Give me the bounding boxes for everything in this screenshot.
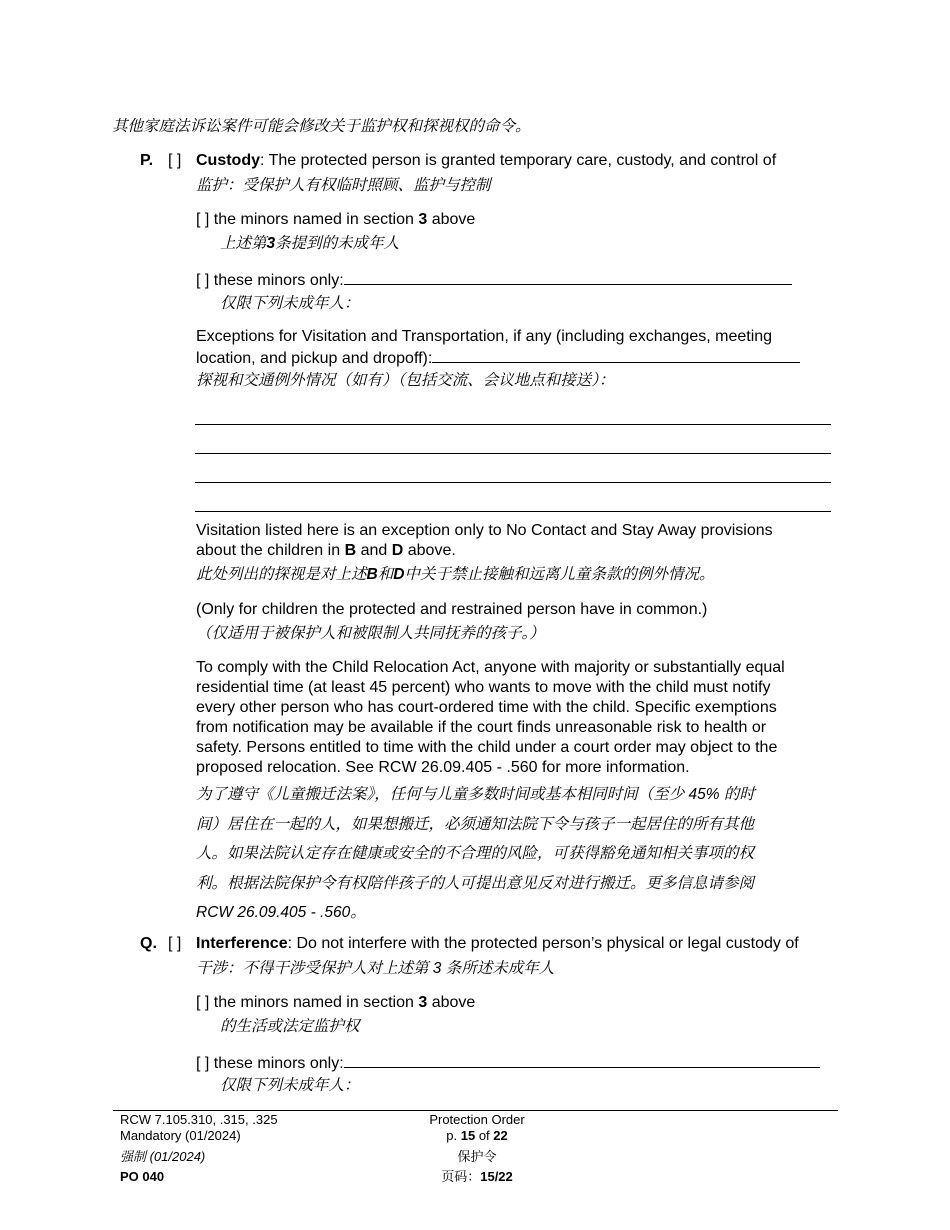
footer-center bbox=[377, 1112, 577, 1185]
exceptions-blank-line-4[interactable] bbox=[195, 511, 831, 512]
footer-title: Protection Order bbox=[429, 1112, 525, 1127]
p-option-these-minors-checkbox[interactable]: [ ] bbox=[196, 272, 210, 289]
section-q-heading: Interference: Do not interfere with the protected person’s physical or legal custody of bbox=[196, 935, 799, 952]
q-option-section3-zh: 的生活或法定监护权 bbox=[220, 1018, 360, 1035]
p-option-section3-checkbox[interactable]: [ ] bbox=[196, 211, 210, 228]
common-children-note: (Only for children the protected and restrained person have in common.) bbox=[196, 601, 708, 618]
common-children-note-zh: （仅适用于被保护人和被限制人共同抚养的孩子。） bbox=[196, 625, 545, 642]
exceptions-line1: Exceptions for Visitation and Transportation, if any (including exchanges, meeting bbox=[196, 328, 773, 345]
footer-mandatory-zh: 强制 (01/2024) bbox=[120, 1149, 206, 1164]
footer-mandatory: Mandatory (01/2024) bbox=[120, 1128, 241, 1143]
section-q-checkbox[interactable]: [ ] bbox=[168, 935, 182, 952]
q-option-these-minors: [ ] these minors only: bbox=[196, 1052, 820, 1074]
section-q-letter: Q. bbox=[140, 935, 157, 952]
q-option-these-minors-checkbox[interactable]: [ ] bbox=[196, 1055, 210, 1072]
footer-page: p. 15 of 22 bbox=[446, 1128, 508, 1143]
exceptions-fill-line[interactable] bbox=[432, 347, 800, 363]
exceptions-blank-line-3[interactable] bbox=[195, 482, 831, 483]
exceptions-line2: location, and pickup and dropoff): bbox=[196, 347, 800, 369]
relocation-paragraph: To comply with the Child Relocation Act, anyone with majority or substantially equal residential time (at least 45 percent) who wants to move with the child must notify every other person who has court-ordered time with the child. Specific exemptions from notification may be available if the court finds unreasonable risk to health or safety. Persons entitled to time with the child under a court order may object to the proposed relocation. See RCW 26.09.405 - .560 for more information. bbox=[196, 659, 785, 776]
exceptions-blank-line-2[interactable] bbox=[195, 453, 831, 454]
q-option-section3-checkbox[interactable]: [ ] bbox=[196, 994, 210, 1011]
p-option-these-minors-zh: 仅限下列未成年人： bbox=[220, 295, 360, 312]
section-p-checkbox[interactable]: [ ] bbox=[168, 152, 182, 169]
q-option-section3: [ ] the minors named in section 3 above bbox=[196, 994, 476, 1011]
p-minors-fill-line[interactable] bbox=[344, 269, 792, 285]
footer-rcw: RCW 7.105.310, .315, .325 bbox=[120, 1112, 278, 1127]
section-p-letter: P. bbox=[140, 152, 154, 169]
footer-left bbox=[120, 1112, 278, 1185]
p-option-section3: [ ] the minors named in section 3 above bbox=[196, 211, 476, 228]
p-option-section3-zh: 上述第3条提到的未成年人 bbox=[220, 235, 400, 252]
visitation-zh: 此处列出的探视是对上述B和D中关于禁止接触和远离儿童条款的例外情况。 bbox=[196, 566, 715, 583]
relocation-paragraph-zh: 为了遵守《儿童搬迁法案》，任何与儿童多数时间或基本相同时间（至少 45% 的时 间）居住在一起的人，如果想搬迁，必须通知法院下令与孩子一起居住的所有其他 人。如果法院认定存在健康或安全的不合理的风险，可获得豁免通知相关事项的权 利。根据法院保护令有权陪伴孩子的人可提出意见反对进行搬迁。更多信息请参阅 RCW 26.09.405 - .560。 bbox=[196, 786, 755, 921]
footer-divider bbox=[113, 1110, 838, 1111]
intro-note: 其他家庭法诉讼案件可能会修改关于监护权和探视权的命令。 bbox=[112, 118, 531, 135]
visitation-line1: Visitation listed here is an exception only to No Contact and Stay Away provisions bbox=[196, 522, 773, 539]
section-p-heading: Custody: The protected person is granted temporary care, custody, and control of bbox=[196, 152, 777, 169]
p-option-these-minors: [ ] these minors only: bbox=[196, 269, 792, 291]
exceptions-zh: 探视和交通例外情况（如有）（包括交流、会议地点和接送）： bbox=[196, 372, 615, 389]
footer-title-zh: 保护令 bbox=[457, 1149, 497, 1164]
exceptions-blank-line-1[interactable] bbox=[195, 424, 831, 425]
q-option-these-minors-zh: 仅限下列未成年人： bbox=[220, 1077, 360, 1094]
q-minors-fill-line[interactable] bbox=[344, 1052, 820, 1068]
footer-form-id: PO 040 bbox=[120, 1169, 165, 1184]
section-q-heading-zh: 干涉：不得干涉受保护人对上述第 3 条所述未成年人 bbox=[196, 960, 555, 977]
section-p-heading-zh: 监护：受保护人有权临时照顾、监护与控制 bbox=[196, 177, 491, 194]
footer-page-zh: 页码：15/22 bbox=[441, 1169, 513, 1184]
visitation-line2: about the children in B and D above. bbox=[196, 542, 456, 559]
